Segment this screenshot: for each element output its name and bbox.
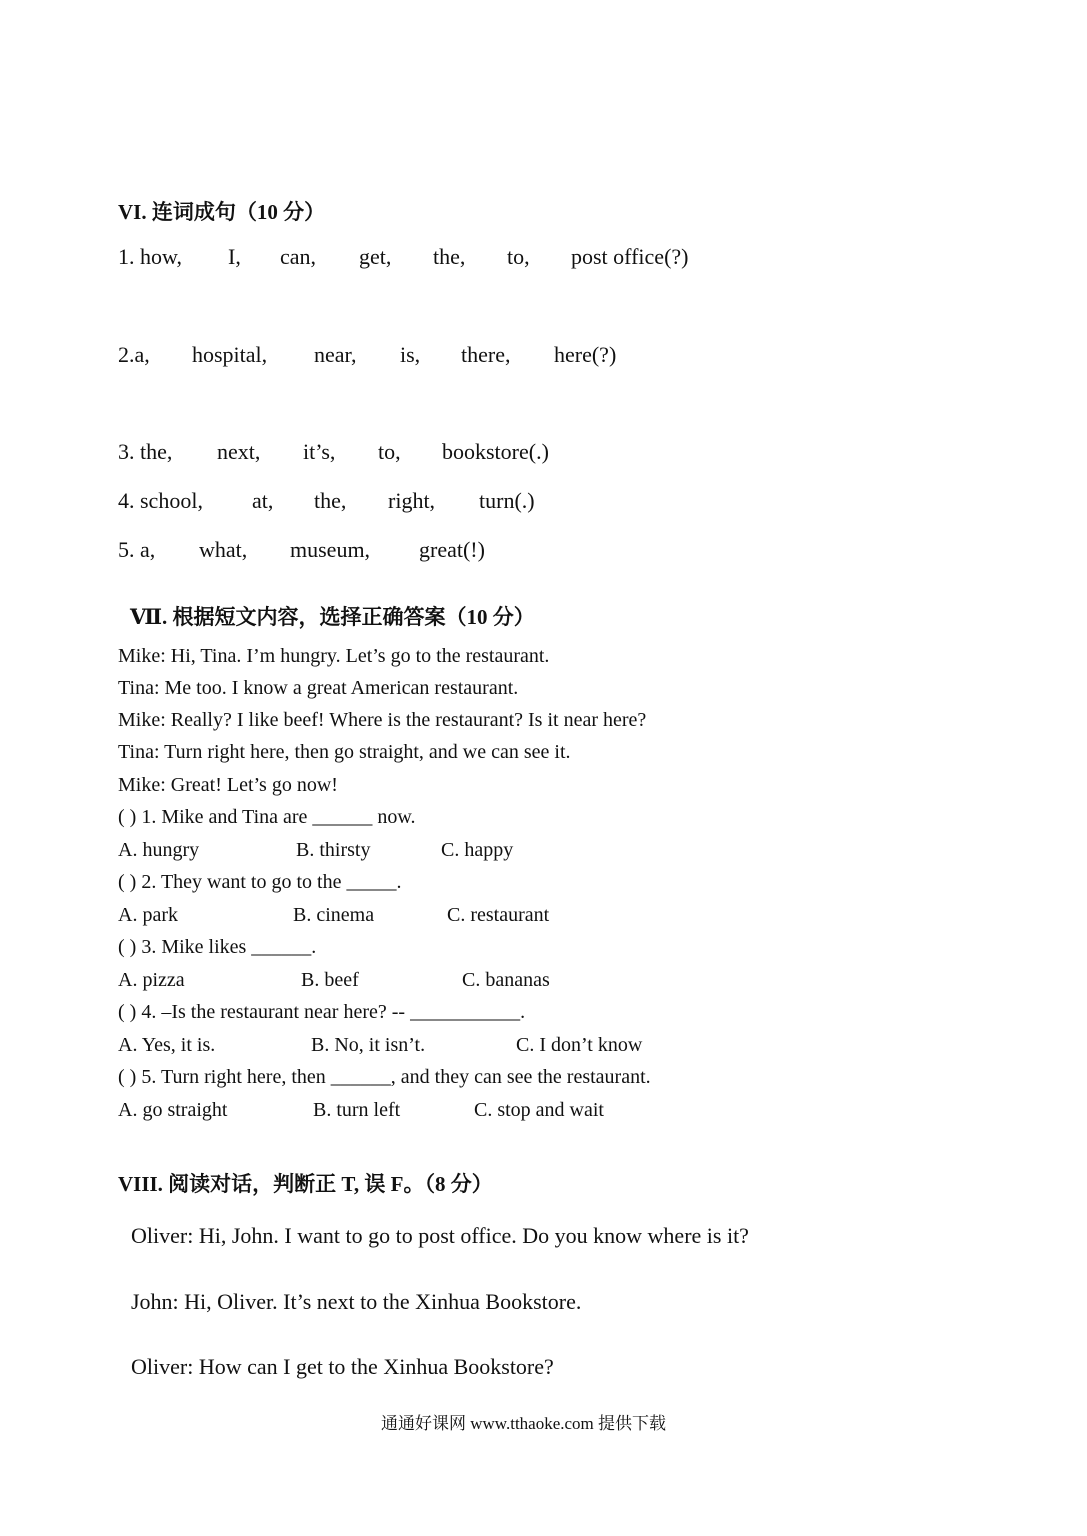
word: the,: [314, 488, 347, 513]
option-b: B. beef: [301, 969, 359, 991]
options-row-1: [0, 839, 1087, 865]
option-a: A. hungry: [118, 839, 200, 861]
word: at,: [252, 488, 274, 513]
word: here(?): [554, 342, 617, 367]
section-7-heading: Ⅶ. 根据短文内容，选择正确答案（10 分）: [130, 605, 535, 629]
option-a: A. pizza: [118, 969, 185, 991]
dialogue-line: John: Hi, Oliver. It’s next to the Xinhua Bookstore.: [131, 1289, 582, 1314]
section-8-heading: VIII. 阅读对话，判断正 T, 误 F。（8 分）: [118, 1172, 493, 1196]
options-row-4: [0, 1034, 1087, 1060]
word: near,: [314, 342, 357, 367]
option-b: B. No, it isn’t.: [311, 1034, 426, 1056]
option-c: C. bananas: [462, 969, 550, 991]
sentence-item-2: [0, 342, 1087, 372]
option-a: A. Yes, it is.: [118, 1034, 216, 1056]
word: right,: [388, 488, 436, 513]
sentence-item-4: [0, 488, 1087, 518]
option-a: A. park: [118, 904, 178, 926]
dialogue-line: Oliver: Hi, John. I want to go to post office. Do you know where is it?: [131, 1223, 749, 1248]
question-stem-1: ( ) 1. Mike and Tina are ______ now.: [118, 806, 416, 828]
word: hospital,: [192, 342, 268, 367]
word: to,: [507, 244, 530, 269]
sentence-item-3: [0, 439, 1087, 469]
section-6-heading: VI. 连词成句（10 分）: [118, 200, 326, 224]
word: 4. school,: [118, 488, 203, 513]
option-b: B. thirsty: [296, 839, 371, 861]
dialogue-line: Mike: Great! Let’s go now!: [118, 774, 338, 796]
sentence-item-1: [0, 244, 1087, 274]
question-stem-3: ( ) 3. Mike likes ______.: [118, 936, 317, 958]
option-a: A. go straight: [118, 1099, 228, 1121]
word: what,: [199, 537, 248, 562]
word: bookstore(.): [442, 439, 549, 464]
option-b: B. turn left: [313, 1099, 401, 1121]
dialogue-line: Tina: Turn right here, then go straight, and we can see it.: [118, 741, 571, 763]
word: I,: [228, 244, 241, 269]
word: to,: [378, 439, 401, 464]
word: turn(.): [479, 488, 535, 513]
word: get,: [359, 244, 392, 269]
word: great(!): [419, 537, 485, 562]
word: can,: [280, 244, 317, 269]
word: 1. how,: [118, 244, 182, 269]
option-b: B. cinema: [293, 904, 375, 926]
word: post office(?): [571, 244, 689, 269]
word: the,: [433, 244, 466, 269]
word: 2.a,: [118, 342, 150, 367]
page-footer: 通通好课网 www.tthaoke.com 提供下载: [381, 1414, 667, 1433]
word: is,: [400, 342, 421, 367]
word: museum,: [290, 537, 371, 562]
dialogue-line: Mike: Hi, Tina. I’m hungry. Let’s go to the restaurant.: [118, 645, 550, 667]
dialogue-line: Mike: Really? I like beef! Where is the restaurant? Is it near here?: [118, 709, 647, 731]
option-c: C. happy: [441, 839, 514, 861]
question-stem-5: ( ) 5. Turn right here, then ______, and they can see the restaurant.: [118, 1066, 651, 1088]
word: there,: [461, 342, 511, 367]
word: 3. the,: [118, 439, 173, 464]
word: next,: [217, 439, 261, 464]
dialogue-line: Tina: Me too. I know a great American restaurant.: [118, 677, 519, 699]
word: 5. a,: [118, 537, 156, 562]
question-stem-4: ( ) 4. –Is the restaurant near here? -- ___________.: [118, 1001, 526, 1023]
options-row-5: [0, 1099, 1087, 1125]
option-c: C. stop and wait: [474, 1099, 604, 1121]
sentence-item-5: [0, 537, 1087, 567]
option-c: C. restaurant: [447, 904, 550, 926]
option-c: C. I don’t know: [516, 1034, 643, 1056]
question-stem-2: ( ) 2. They want to go to the _____.: [118, 871, 402, 893]
options-row-3: [0, 969, 1087, 995]
dialogue-line: Oliver: How can I get to the Xinhua Bookstore?: [131, 1354, 554, 1379]
options-row-2: [0, 904, 1087, 930]
word: it’s,: [303, 439, 336, 464]
